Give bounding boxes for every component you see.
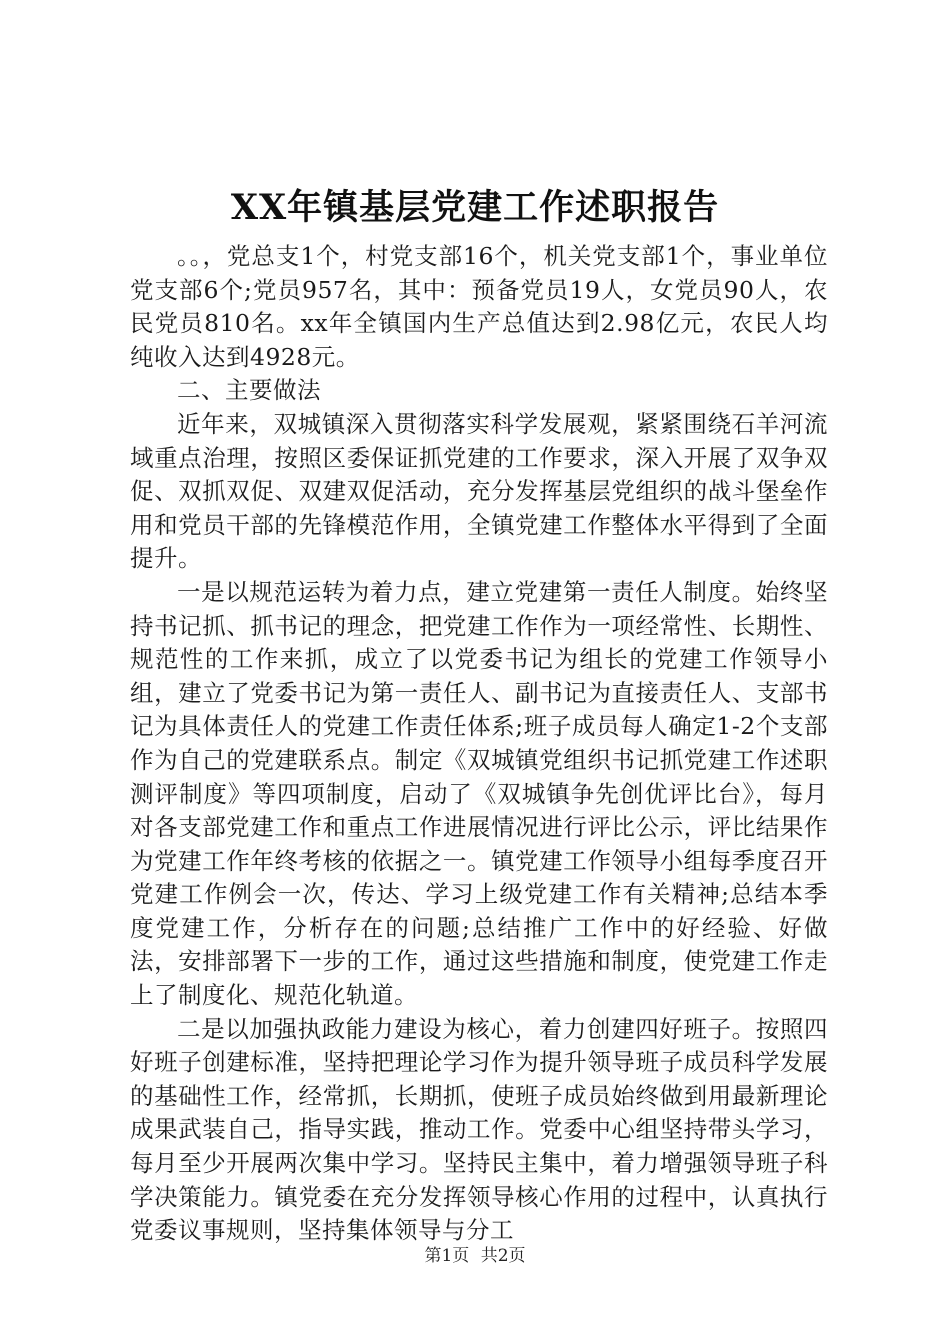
document-title: XX年镇基层党建工作述职报告	[230, 187, 720, 228]
page-footer	[0, 1244, 950, 1268]
paragraph-point-one: 一是以规范运转为着力点，建立党建第一责任人制度。始终坚持书记抓、抓书记的理念，把党建工作作为一项经常性、长期性、规范性的工作来抓，成立了以党委书记为组长的党建工作领导小组，建立了党委书记为第一责任人、副书记为直接责任人、支部书记为具体责任人的党建工作责任体系;班子成员每人确定1-2个支部作为自己的党建联系点。制定《双城镇党组织书记抓党建工作述职测评制度》等四项制度，启动了《双城镇争先创优评比台》，每月对各支部党建工作和重点工作进展情况进行评比公示，评比结果作为党建工作年终考核的依据之一。镇党建工作领导小组每季度召开党建工作例会一次，传达、学习上级党建工作有关精神;总结本季度党建工作，分析存在的问题;总结推广工作中的好经验、好做法，安排部署下一步的工作，通过这些措施和制度，使党建工作走上了制度化、规范化轨道。	[130, 577, 828, 1010]
document-body	[130, 240, 828, 1248]
paragraph-overview: 近年来，双城镇深入贯彻落实科学发展观，紧紧围绕石羊河流域重点治理，按照区委保证抓党建的工作要求，深入开展了双争双促、双抓双促、双建双促活动，充分发挥基层党组织的战斗堡垒作用和党员干部的先锋模范作用，全镇党建工作整体水平得到了全面提升。	[130, 409, 828, 573]
page-number: 第1页	[424, 1246, 470, 1266]
section-heading: 二、主要做法	[177, 376, 321, 405]
page-total: 共2页	[480, 1246, 526, 1266]
paragraph-intro: 。。，党总支1个，村党支部16个，机关党支部1个，事业单位党支部6个;党员957名，其中：预备党员19人，女党员90人，农民党员810名。xx年全镇国内生产总值达到2.98亿元，农民人均纯收入达到4928元。	[130, 242, 828, 371]
paragraph-point-two: 二是以加强执政能力建设为核心，着力创建四好班子。按照四好班子创建标准，坚持把理论学习作为提升领导班子成员科学发展的基础性工作，经常抓，长期抓，使班子成员始终做到用最新理论成果武装自己，指导实践，推动工作。党委中心组坚持带头学习，每月至少开展两次集中学习。坚持民主集中，着力增强领导班子科学决策能力。镇党委在充分发挥领导核心作用的过程中，认真执行党委议事规则，坚持集体领导与分工	[130, 1014, 828, 1245]
